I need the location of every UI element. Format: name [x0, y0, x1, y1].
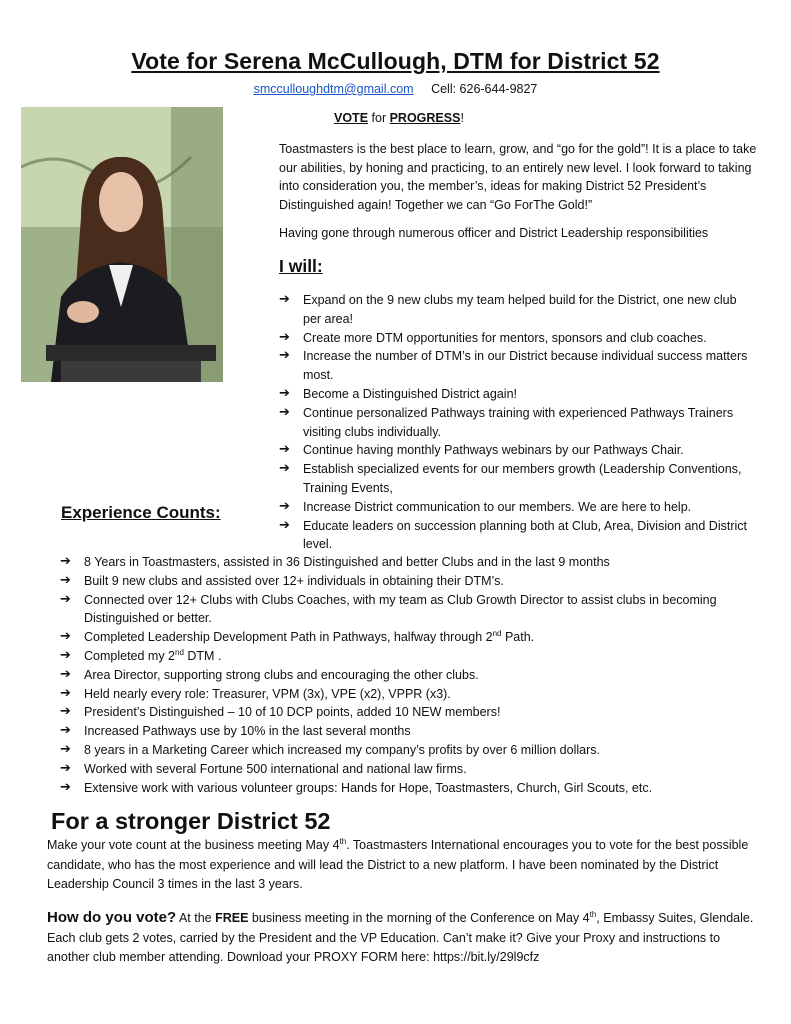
stronger-district-heading: For a stronger District 52 [51, 808, 331, 834]
arrow-right-icon: ➔ [60, 760, 71, 776]
arrow-right-icon: ➔ [279, 498, 290, 514]
i-will-list [279, 291, 749, 554]
i-will-heading: I will: [279, 256, 323, 276]
list-item: ➔ Continue having monthly Pathways webinars by our Pathways Chair. [279, 441, 749, 460]
arrow-right-icon: ➔ [60, 779, 71, 795]
list-item: ➔ President’s Distinguished – 10 of 10 DCP points, added 10 NEW members! [60, 703, 760, 722]
list-item: ➔ Increase the number of DTM’s in our District because individual success matters most. [279, 348, 748, 383]
progress-word: PROGRESS [389, 111, 461, 125]
list-item: ➔ Become a Distinguished District again! [279, 385, 749, 404]
arrow-right-icon: ➔ [60, 554, 71, 569]
arrow-right-icon: ➔ [279, 461, 290, 477]
list-item: ➔ 8 years in a Marketing Career which increased my company’s profits by over 6 million dollars. [60, 741, 760, 760]
experience-heading: Experience Counts: [61, 503, 221, 522]
arrow-right-icon: ➔ [60, 647, 71, 663]
vote-count-paragraph: Make your vote count at the business meeting May 4th. Toastmasters International encourages you to vote for the best possible candidate, who has the most experience and will lead the District to a new platform. I have been nominated by the District Leadership Council 3 times in the last 3 years. [47, 836, 749, 892]
list-item: ➔ Expand on the 9 new clubs my team helped build for the District, one new club per area! [279, 292, 737, 326]
arrow-right-icon: ➔ [60, 741, 71, 757]
list-item: ➔ Educate leaders on succession planning both at Club, Area, Division and District level. [279, 517, 748, 552]
list-item: ➔ Connected over 12+ Clubs with Clubs Coaches, with my team as Club Growth Director to assist clubs in becoming Distinguished or better. [60, 591, 717, 626]
arrow-right-icon: ➔ [279, 442, 290, 458]
arrow-right-icon: ➔ [60, 704, 71, 720]
arrow-right-icon: ➔ [279, 517, 290, 533]
list-item: ➔ Completed Leadership Development Path in Pathways, halfway through 2nd Path. [60, 628, 760, 647]
arrow-right-icon: ➔ [279, 292, 290, 307]
arrow-right-icon: ➔ [60, 629, 71, 645]
contact-line [0, 82, 791, 96]
cell-phone: Cell: 626-644-9827 [431, 82, 538, 96]
how-to-vote-paragraph: How do you vote? At the FREE business meeting in the morning of the Conference on May 4th, Embassy Suites, Glendale. Each club gets 2 votes, carried by the President and the VP Education. Can’t make it? Give your Proxy and instructions to another club member attending. Download your PROXY FORM here: https://bit.ly/29l9cfz [47, 909, 754, 965]
arrow-right-icon: ➔ [279, 385, 290, 401]
list-item: ➔ Worked with several Fortune 500 international and national law firms. [60, 760, 760, 779]
list-item: ➔ Increase District communication to our members. We are here to help. [279, 498, 749, 517]
arrow-right-icon: ➔ [279, 329, 290, 345]
arrow-right-icon: ➔ [60, 666, 71, 682]
page-title: Vote for Serena McCullough, DTM for District 52 [131, 48, 660, 74]
vote-word: VOTE [334, 111, 369, 125]
list-item: ➔ Continue personalized Pathways training with experienced Pathways Trainers visiting clubs individually. [279, 404, 734, 439]
intro-paragraph-2: Having gone through numerous officer and District Leadership responsibilities [279, 225, 709, 240]
arrow-right-icon: ➔ [60, 591, 71, 607]
arrow-right-icon: ➔ [279, 348, 290, 364]
list-item: ➔ 8 Years in Toastmasters, assisted in 36 Distinguished and better Clubs and in the last 9 months [60, 553, 760, 572]
email-link[interactable]: smcculloughdtm@gmail.com [253, 82, 414, 96]
how-to-vote-heading: How do you vote? [47, 909, 177, 926]
list-item: ➔ Create more DTM opportunities for mentors, sponsors and club coaches. [279, 329, 749, 348]
arrow-right-icon: ➔ [60, 572, 71, 588]
vote-for-word: for [368, 111, 390, 125]
list-item: ➔ Establish specialized events for our members growth (Leadership Conventions, Training Events, [279, 461, 742, 495]
candidate-photo [21, 107, 223, 382]
intro-text [279, 140, 759, 252]
list-item: ➔ Completed my 2nd DTM . [60, 647, 760, 666]
arrow-right-icon: ➔ [60, 685, 71, 701]
vote-exclaim: ! [460, 111, 464, 125]
intro-paragraph-1: Toastmasters is the best place to learn, grow, and “go for the gold”! It is a place to take our abilities, by honing and practicing, to an entirely new level. I look forward to taking into consideration you, the member’s, ideas for making District 52 President’s Distinguished again! Together we can “Go ForThe Gold!” [279, 142, 757, 213]
list-item: ➔ Held nearly every role: Treasurer, VPM (3x), VPE (x2), VPPR (x3). [60, 685, 760, 704]
list-item: ➔ Increased Pathways use by 10% in the last several months [60, 722, 760, 741]
experience-list [60, 553, 760, 797]
candidate-photo-illustration [21, 107, 223, 382]
vote-for-progress [334, 111, 464, 125]
list-item: ➔ Area Director, supporting strong clubs and encouraging the other clubs. [60, 666, 760, 685]
arrow-right-icon: ➔ [60, 723, 71, 739]
list-item: ➔ Extensive work with various volunteer groups: Hands for Hope, Toastmasters, Church, Girl Scouts, etc. [60, 779, 760, 798]
list-item: ➔ Built 9 new clubs and assisted over 12+ individuals in obtaining their DTM’s. [60, 572, 760, 591]
arrow-right-icon: ➔ [279, 404, 290, 420]
